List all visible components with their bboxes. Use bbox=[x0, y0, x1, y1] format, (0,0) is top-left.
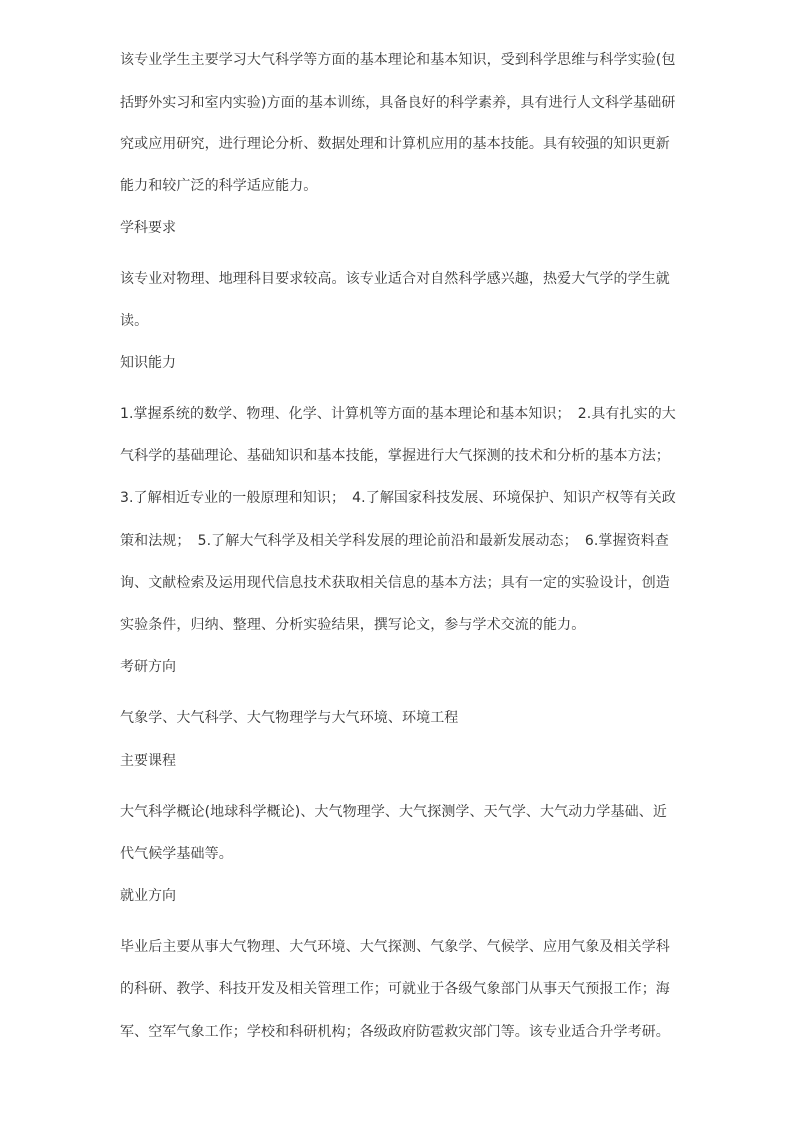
main-courses-heading: 主要课程 bbox=[120, 753, 176, 769]
intro-line-1: 该专业学生主要学习大气科学等方面的基本理论和基本知识，受到科学思维与科学实验(包 bbox=[120, 52, 676, 68]
subject-requirement-heading: 学科要求 bbox=[120, 220, 176, 236]
intro-line-3: 究或应用研究，进行理论分析、数据处理和计算机应用的基本技能。具有较强的知识更新 bbox=[120, 136, 670, 152]
employment-line-1: 毕业后主要从事大气物理、大气环境、大气探测、气象学、气候学、应用气象及相关学科 bbox=[120, 939, 670, 955]
knowledge-ability-heading: 知识能力 bbox=[120, 355, 176, 371]
subject-requirement-line-1: 该专业对物理、地理科目要求较高。该专业适合对自然科学感兴趣，热爱大气学的学生就 bbox=[120, 271, 670, 287]
employment-heading: 就业方向 bbox=[120, 888, 176, 904]
employment-line-3: 军、空军气象工作；学校和科研机构；各级政府防雹救灾部门等。该专业适合升学考研。 bbox=[120, 1024, 670, 1040]
knowledge-ability-line-5: 询、文献检索及运用现代信息技术获取相关信息的基本方法；具有一定的实验设计，创造 bbox=[120, 575, 670, 591]
graduate-direction-line-1: 气象学、大气科学、大气物理学与大气环境、环境工程 bbox=[120, 710, 459, 726]
knowledge-ability-line-3: 3.了解相近专业的一般原理和知识； 4.了解国家科技发展、环境保护、知识产权等有关政 bbox=[120, 490, 676, 506]
knowledge-ability-line-1: 1.掌握系统的数学、物理、化学、计算机等方面的基本理论和基本知识； 2.具有扎实的大 bbox=[120, 406, 676, 422]
employment-line-2: 的科研、教学、科技开发及相关管理工作；可就业于各级气象部门从事天气预报工作；海 bbox=[120, 981, 670, 997]
main-courses-line-1: 大气科学概论(地球科学概论)、大气物理学、大气探测学、天气学、大气动力学基础、近 bbox=[120, 804, 667, 820]
subject-requirement-line-2: 读。 bbox=[120, 313, 149, 329]
intro-line-4: 能力和较广泛的科学适应能力。 bbox=[120, 178, 318, 194]
knowledge-ability-line-4: 策和法规； 5.了解大气科学及相关学科发展的理论前沿和最新发展动态； 6.掌握资料查 bbox=[120, 533, 669, 549]
intro-line-2: 括野外实习和室内实验)方面的基本训练，具备良好的科学素养，具有进行人文科学基础研 bbox=[120, 95, 676, 111]
knowledge-ability-line-6: 实验条件，归纳、整理、分析实验结果，撰写论文，参与学术交流的能力。 bbox=[120, 617, 586, 633]
graduate-direction-heading: 考研方向 bbox=[120, 659, 176, 675]
main-courses-line-2: 代气候学基础等。 bbox=[120, 846, 233, 862]
knowledge-ability-line-2: 气科学的基础理论、基础知识和基本技能，掌握进行大气探测的技术和分析的基本方法； bbox=[120, 448, 670, 464]
